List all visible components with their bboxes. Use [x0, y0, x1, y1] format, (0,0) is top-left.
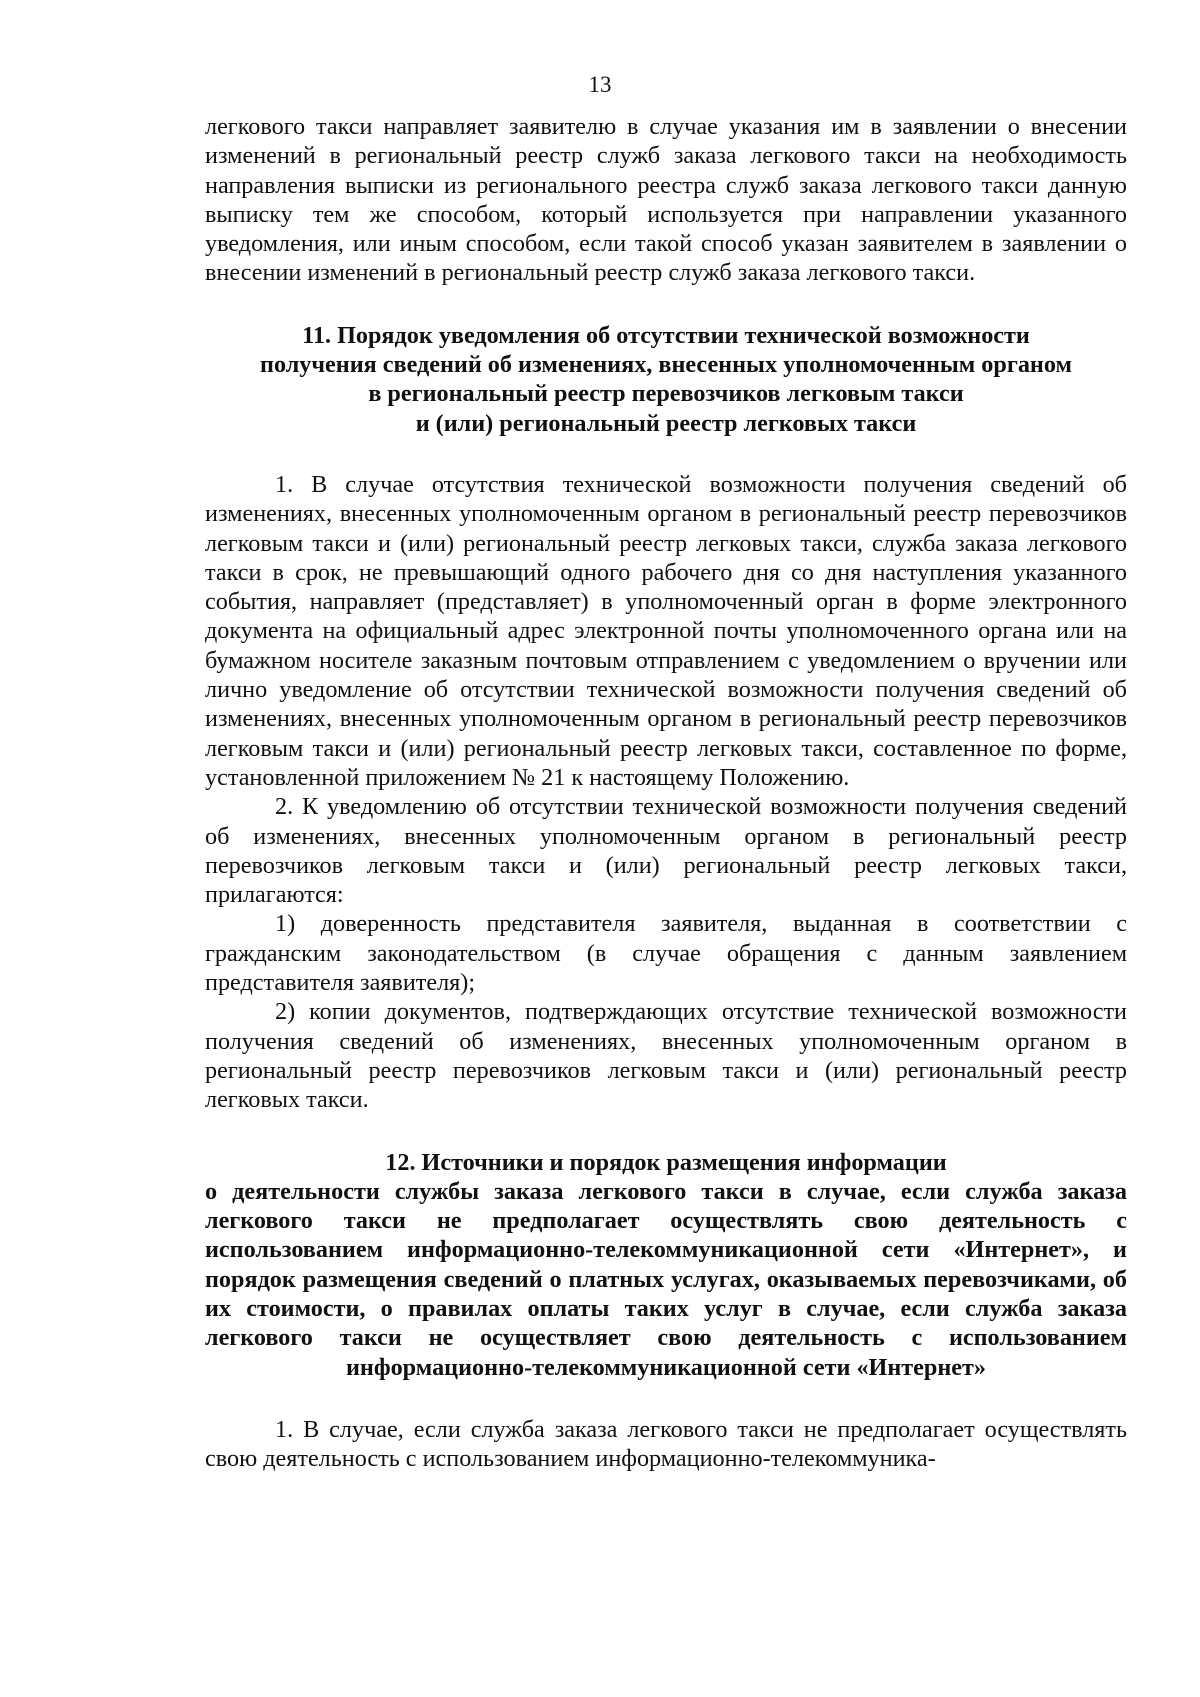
intro-paragraph: легкового такси направляет заявителю в случае указания им в заявлении о внесении изменений в региональный реестр служб заказа легкового такси на необходимость направления выписки из регионального реестра служб заказа легкового такси данную выписку тем же способом, который используется при направлении указанного уведомления, или иным способом, если такой способ указан заявителем в заявлении о внесении изменений в региональный реестр служб заказа легкового такси. — [205, 113, 1127, 287]
section-11-paragraph-2: 2. К уведомлению об отсутствии технической возможности получения сведений об изменениях, внесенных уполномоченным органом в региональный реестр перевозчиков легковым такси и (или) региональный реестр легковых такси, прилагаются: — [205, 793, 1127, 909]
section-12-heading-title: 12. Источники и порядок размещения информации — [385, 1148, 947, 1176]
section-11-heading-line: получения сведений об изменениях, внесенных уполномоченным органом — [260, 351, 1072, 379]
page-content — [205, 112, 1127, 1473]
page-number: 13 — [588, 72, 612, 97]
section-11-body — [205, 470, 1127, 1115]
section-11-heading-line: и (или) региональный реестр легковых такси — [415, 409, 917, 437]
section-12-body — [205, 1415, 1127, 1474]
section-11-paragraph-1: 1. В случае отсутствия технической возможности получения сведений об изменениях, внесенных уполномоченным органом в региональный реестр перевозчиков легковым такси и (или) региональный реестр легковых такси, служба заказа легкового такси в срок, не превышающий одного рабочего дня со дня наступления указанного события, направляет (представляет) в уполномоченный орган в форме электронного документа на официальный адрес электронной почты уполномоченного органа или на бумажном носителе заказным почтовым отправлением с уведомлением о вручении или лично уведомление об отсутствии технической возможности получения сведений об изменениях, внесенных уполномоченным органом в региональный реестр перевозчиков легковым такси и (или) региональный реестр легковых такси, составленное по форме, установленной приложением № 21 к настоящему Положению. — [205, 470, 1127, 791]
section-11-list-item-2: 2) копии документов, подтверждающих отсутствие технической возможности получения сведений об изменениях, внесенных уполномоченным органом в региональный реестр перевозчиков легковым такси и (или) региональный реестр легковых такси. — [205, 998, 1127, 1114]
section-11-list-item-1: 1) доверенность представителя заявителя, выданная в соответствии с гражданским законодательством (в случае обращения с данным заявлением представителя заявителя); — [205, 910, 1127, 997]
section-12-paragraph-1: 1. В случае, если служба заказа легкового такси не предполагает осуществлять свою деятельность с использованием информационно-телекоммуника- — [205, 1415, 1127, 1473]
section-11-heading-line: в региональный реестр перевозчиков легковым такси — [368, 380, 964, 408]
section-11-heading — [205, 321, 1127, 438]
section-12-heading-body: о деятельности службы заказа легкового такси в случае, если служба заказа легкового такси не предполагает осуществлять свою деятельность с использованием информационно-телекоммуникационной сети «Интернет», и порядок размещения сведений о платных услугах, оказываемых перевозчиками, об их стоимости, о правилах оплаты таких услуг в случае, если служба заказа легкового такси не осуществляет свою деятельность с использованием информационно-телекоммуникационной сети «Интернет» — [205, 1177, 1127, 1381]
section-11-heading-line: 11. Порядок уведомления об отсутствии технической возможности — [302, 321, 1030, 349]
section-12-heading — [205, 1148, 1127, 1382]
